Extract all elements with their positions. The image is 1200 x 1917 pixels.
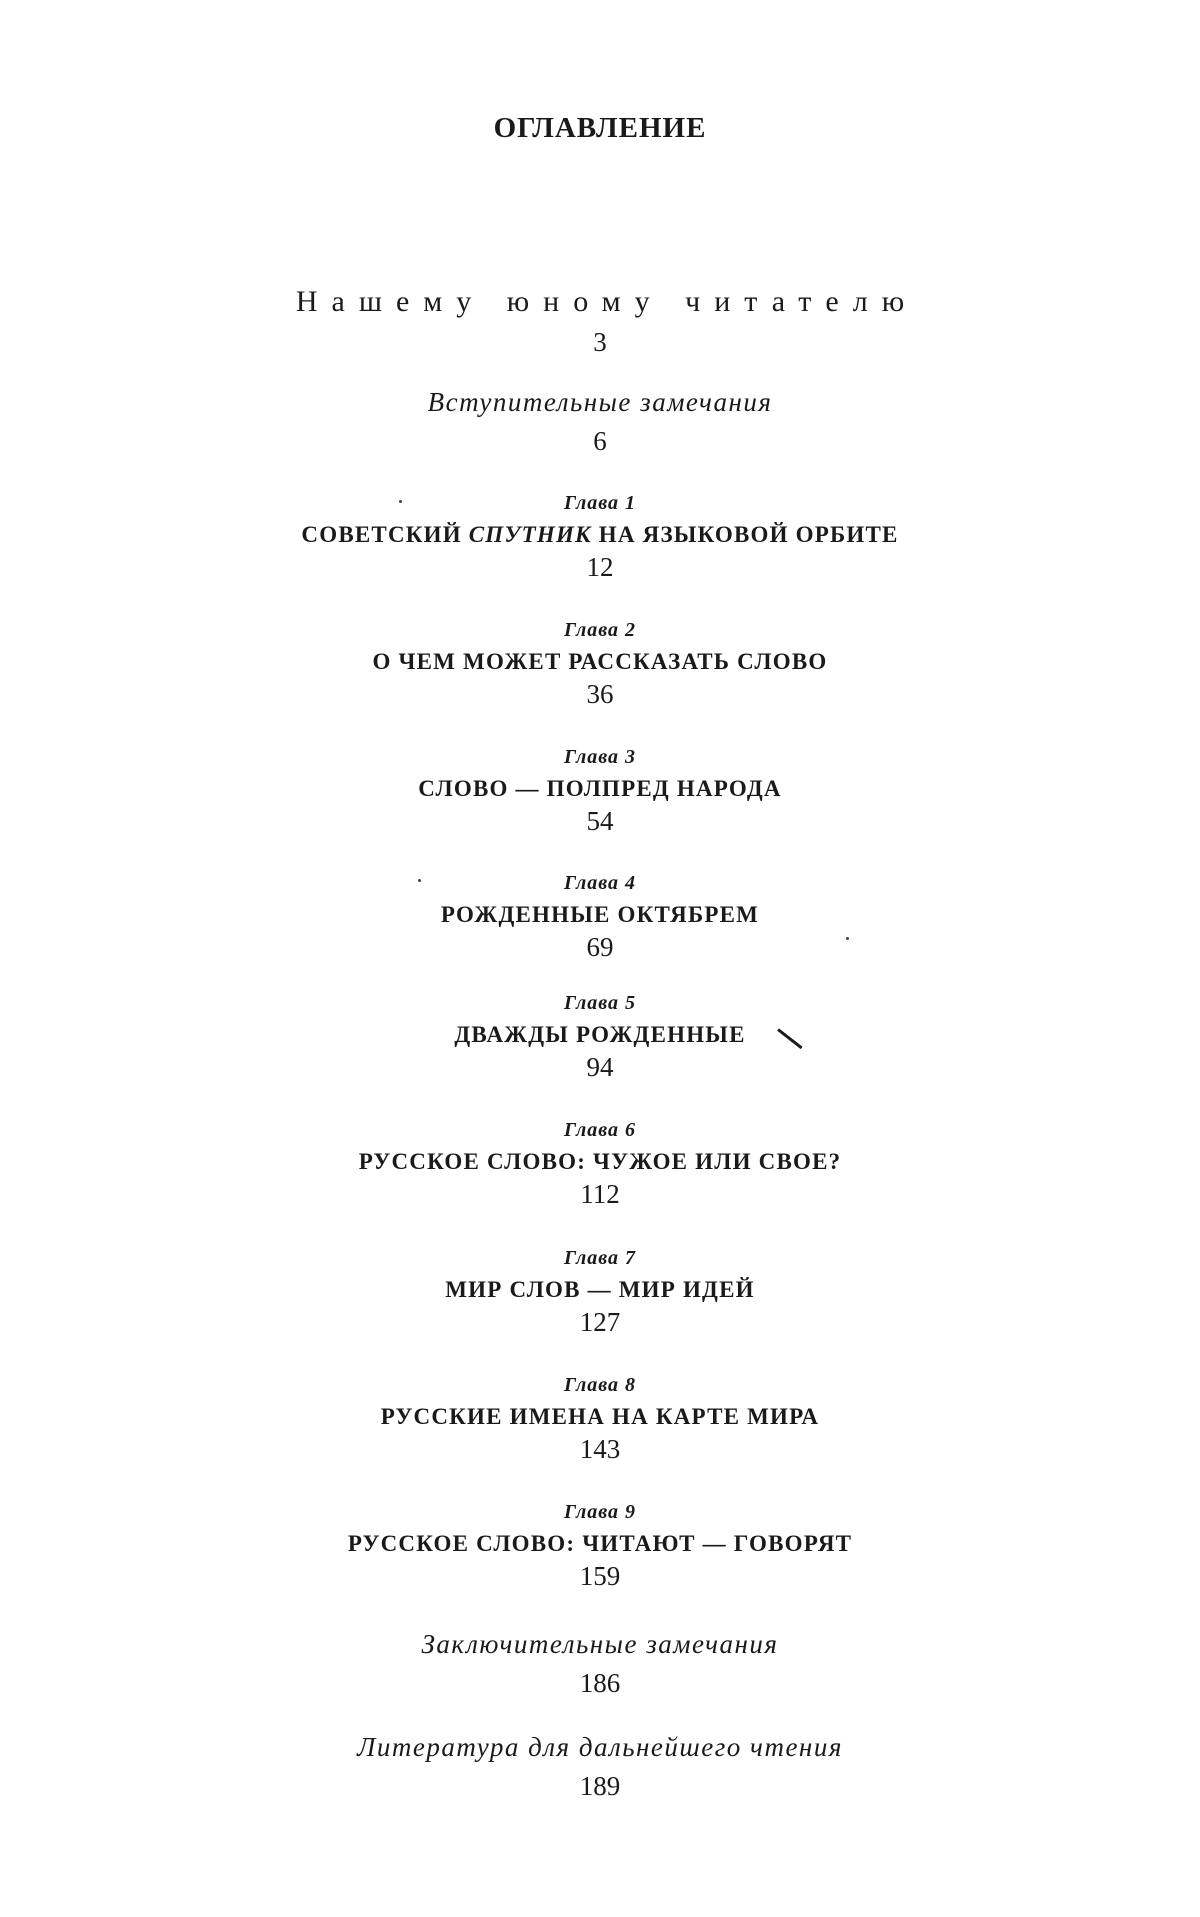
- chapter-label: Глава 7: [563, 1247, 637, 1269]
- toc-entry-introduction[interactable]: [0, 389, 1200, 455]
- chapter-label: Глава 4: [563, 872, 637, 894]
- chapter-title: РОЖДЕННЫЕ ОКТЯБРЕМ: [440, 902, 760, 927]
- toc-page-number: 112: [580, 1179, 620, 1209]
- scan-speck: [418, 879, 421, 882]
- page-heading: ОГЛАВЛЕНИЕ: [493, 112, 707, 144]
- toc-page-number: 186: [579, 1668, 621, 1698]
- toc-entry-conclusion[interactable]: [0, 1631, 1200, 1697]
- toc-entry-chapter-7[interactable]: [0, 1248, 1200, 1336]
- toc-page-number: 143: [579, 1434, 621, 1464]
- chapter-title: [0, 523, 1200, 546]
- toc-entry-reader-address[interactable]: [0, 287, 1200, 356]
- chapter-title: РУССКОЕ СЛОВО: ЧИТАЮТ — ГОВОРЯТ: [347, 1531, 853, 1556]
- toc-entry-chapter-5[interactable]: [0, 993, 1200, 1081]
- scan-speck: [399, 500, 402, 503]
- toc-entry-title: Вступительные замечания: [427, 387, 773, 417]
- chapter-label: Глава 5: [563, 992, 637, 1014]
- toc-entry-chapter-3[interactable]: [0, 747, 1200, 835]
- toc-page-number: 189: [579, 1771, 621, 1801]
- toc-entry-chapter-4[interactable]: [0, 873, 1200, 961]
- toc-entry-title: Заключительные замечания: [421, 1629, 779, 1659]
- chapter-label: Глава 6: [563, 1119, 637, 1141]
- chapter-title: РУССКОЕ СЛОВО: ЧУЖОЕ ИЛИ СВОЕ?: [358, 1149, 842, 1174]
- chapter-label: Глава 8: [563, 1374, 637, 1396]
- toc-entry-further-reading[interactable]: [0, 1734, 1200, 1800]
- chapter-label: Глава 1: [563, 492, 637, 514]
- chapter-title: СЛОВО — ПОЛПРЕД НАРОДА: [418, 776, 782, 801]
- chapter-label: Глава 9: [563, 1501, 637, 1523]
- chapter-title: ДВАЖДЫ РОЖДЕННЫЕ: [454, 1022, 746, 1047]
- toc-page-number: 36: [586, 679, 614, 709]
- toc-entry-title: Нашему юному читателю: [295, 285, 919, 318]
- toc-page-number: 54: [586, 806, 614, 836]
- toc-entry-chapter-9[interactable]: [0, 1502, 1200, 1590]
- toc-entry-chapter-1[interactable]: [0, 493, 1200, 581]
- toc-entry-chapter-2[interactable]: [0, 620, 1200, 708]
- toc-page-number: 69: [586, 932, 614, 962]
- chapter-label: Глава 3: [563, 746, 637, 768]
- toc-page-number: 12: [586, 552, 614, 582]
- scan-speck: [846, 937, 849, 940]
- chapter-title: О ЧЕМ МОЖЕТ РАССКАЗАТЬ СЛОВО: [372, 649, 828, 674]
- toc-page-number: 94: [586, 1052, 614, 1082]
- toc-entry-title: Литература для дальнейшего чтения: [357, 1732, 843, 1762]
- chapter-title-part: НА ЯЗЫКОВОЙ ОРБИТЕ: [591, 522, 899, 547]
- toc-entry-chapter-8[interactable]: [0, 1375, 1200, 1463]
- chapter-title: МИР СЛОВ — МИР ИДЕЙ: [445, 1277, 755, 1302]
- toc-page-number: 127: [579, 1307, 621, 1337]
- chapter-label: Глава 2: [563, 619, 637, 641]
- toc-page-number: 159: [579, 1561, 621, 1591]
- toc-page-number: 6: [593, 426, 607, 456]
- chapter-title-italic-part: СПУТНИК: [468, 522, 592, 547]
- chapter-title-part: СОВЕТСКИЙ: [301, 522, 469, 547]
- toc-page-number: 3: [593, 327, 607, 357]
- chapter-title: РУССКИЕ ИМЕНА НА КАРТЕ МИРА: [380, 1404, 820, 1429]
- toc-entry-chapter-6[interactable]: [0, 1120, 1200, 1208]
